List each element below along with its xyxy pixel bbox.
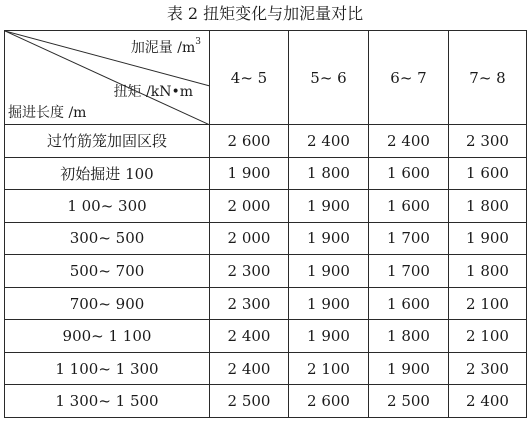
table-cell: 2 300	[210, 255, 289, 288]
corner-label-length: 掘进长度 /m	[8, 105, 87, 121]
table-cell: 2 000	[210, 190, 289, 223]
table-cell: 1 800	[369, 320, 449, 353]
table-cell: 2 100	[449, 287, 527, 320]
row-label: 1 100~ 1 300	[5, 352, 210, 385]
table-row	[5, 125, 527, 158]
table-cell: 2 600	[289, 385, 369, 418]
table-cell: 1 800	[289, 157, 369, 190]
table-caption: 表 2 扭矩变化与加泥量对比	[166, 4, 364, 23]
table-cell: 2 400	[210, 352, 289, 385]
table-row	[5, 157, 527, 190]
table-cell: 2 100	[449, 320, 527, 353]
table-cell: 1 600	[449, 157, 527, 190]
torque-mud-table	[4, 30, 527, 418]
table-cell: 1 900	[210, 157, 289, 190]
table-body	[5, 125, 527, 418]
column-header: 6~ 7	[369, 31, 449, 125]
row-label: 700~ 900	[5, 287, 210, 320]
table-cell: 2 400	[369, 125, 449, 158]
table-row	[5, 255, 527, 288]
table-cell: 1 900	[289, 255, 369, 288]
corner-header-cell	[5, 31, 210, 125]
table-cell: 1 700	[369, 255, 449, 288]
table-cell: 2 400	[210, 320, 289, 353]
table-cell: 1 800	[449, 190, 527, 223]
table-cell: 2 500	[369, 385, 449, 418]
corner-label-torque: 扭矩 /kN•m	[113, 84, 193, 100]
row-label: 500~ 700	[5, 255, 210, 288]
table-cell: 2 100	[289, 352, 369, 385]
table-row	[5, 287, 527, 320]
table-row	[5, 352, 527, 385]
column-header: 4~ 5	[210, 31, 289, 125]
row-label: 900~ 1 100	[5, 320, 210, 353]
row-label: 初始掘进 100	[5, 157, 210, 190]
table-cell: 2 300	[449, 125, 527, 158]
row-label: 1 300~ 1 500	[5, 385, 210, 418]
table-cell: 2 600	[210, 125, 289, 158]
table-cell: 2 000	[210, 222, 289, 255]
table-row	[5, 385, 527, 418]
table-cell: 1 600	[369, 190, 449, 223]
table-row	[5, 320, 527, 353]
table-cell: 2 400	[449, 385, 527, 418]
table-cell: 1 900	[289, 287, 369, 320]
table-cell: 1 900	[289, 190, 369, 223]
table-cell: 2 300	[449, 352, 527, 385]
table-cell: 1 600	[369, 157, 449, 190]
row-label: 1 00~ 300	[5, 190, 210, 223]
table-cell: 2 300	[210, 287, 289, 320]
header-row	[5, 31, 527, 125]
table-cell: 1 700	[369, 222, 449, 255]
table-cell: 1 900	[369, 352, 449, 385]
table-row	[5, 222, 527, 255]
row-label: 过竹筋笼加固区段	[5, 125, 210, 158]
table-cell: 1 900	[289, 320, 369, 353]
table-cell: 2 400	[289, 125, 369, 158]
table-row	[5, 190, 527, 223]
table-cell: 1 600	[369, 287, 449, 320]
table-cell: 1 900	[449, 222, 527, 255]
table-cell: 2 500	[210, 385, 289, 418]
table-cell: 1 800	[449, 255, 527, 288]
column-header: 7~ 8	[449, 31, 527, 125]
table-cell: 1 900	[289, 222, 369, 255]
corner-label-mud-volume: 加泥量 $/m^3$	[130, 37, 201, 56]
row-label: 300~ 500	[5, 222, 210, 255]
column-header: 5~ 6	[289, 31, 369, 125]
